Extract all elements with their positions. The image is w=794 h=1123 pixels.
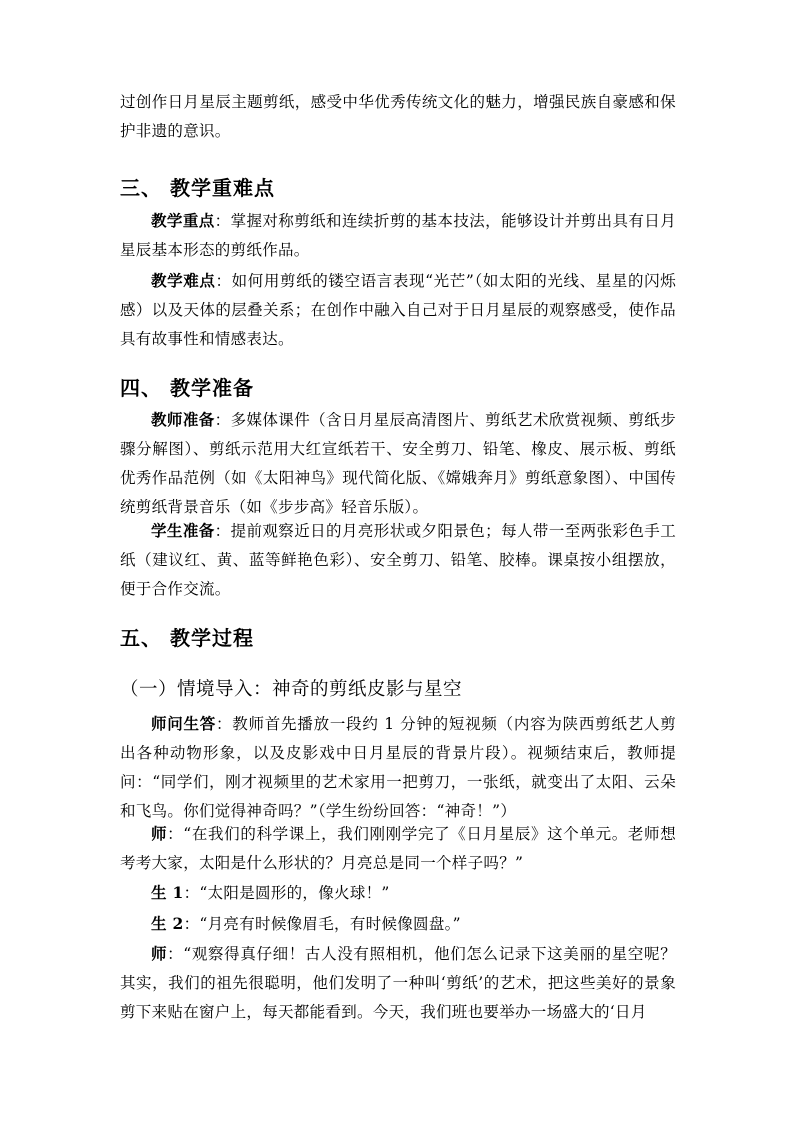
qa-paragraph: [120, 709, 676, 826]
student-prep-text: ：提前观察近日的月亮形状或夕阳景色；每人带一至两张彩色手工纸（建议红、黄、蓝等鲜艳色彩）、安全剪刀、铅笔、胶棒。课桌按小组摆放，便于合作交流。: [120, 522, 677, 598]
qa-label: 师问生答: [151, 714, 217, 733]
student-text-2: ：“月亮有时候像眉毛，有时候像圆盘。”: [183, 915, 461, 933]
teacher-prep-paragraph: [120, 405, 676, 522]
section-4-heading: 四、 教学准备: [120, 376, 254, 400]
difficulties-text: ：如何用剪纸的镂空语言表现“光芒”（如太阳的光线、星星的闪烁感）以及天体的层叠关系；在创作中融入自己对于日月星辰的观察感受，使作品具有故事性和情感表达。: [120, 272, 676, 348]
teacher-line-2: [120, 939, 676, 1027]
teacher-line-1: [120, 819, 676, 878]
student-line-1: [120, 878, 676, 908]
intro-continuation: 过创作日月星辰主题剪纸，感受中华优秀传统文化的魅力，增强民族自豪感和保护非遗的意识。: [120, 93, 676, 140]
section-3-heading: 三、 教学重难点: [120, 176, 275, 200]
section-5-heading: 五、 教学过程: [120, 626, 254, 650]
teacher-label-1: 师: [151, 824, 168, 843]
key-points-text: ：掌握对称剪纸和连续折剪的基本技法，能够设计并剪出具有日月星辰基本形态的剪纸作品。: [120, 212, 677, 259]
teacher-label-2: 师: [151, 944, 168, 963]
teacher-text-1: ：“在我们的科学课上，我们刚刚学完了《日月星辰》这个单元。老师想考考大家，太阳是什么形状的？月亮总是同一个样子吗？”: [120, 825, 676, 872]
student-label-2: 生 2: [151, 914, 184, 933]
teacher-text-2: ：“观察得真仔细！古人没有照相机，他们怎么记录下这美丽的星空呢？其实，我们的祖先很聪明，他们发明了一种叫‘剪纸’的艺术，把这些美好的景象剪下来贴在窗户上，每天都能看到。今天，我们班也要举办一场盛大的‘日月: [120, 945, 676, 1021]
subsection-1-heading: （一）情境导入：神奇的剪纸皮影与星空: [120, 679, 463, 700]
student-text-1: ：“太阳是圆形的，像火球！”: [183, 884, 390, 902]
student-label-1: 生 1: [151, 883, 184, 902]
teacher-prep-label: 教师准备: [151, 410, 215, 429]
key-points-paragraph: [120, 206, 676, 265]
student-line-2: [120, 909, 676, 939]
student-prep-paragraph: [120, 516, 676, 604]
qa-text: ：教师首先播放一段约 1 分钟的短视频（内容为陕西剪纸艺人剪出各种动物形象，以及皮影戏中日月星辰的背景片段）。视频结束后，教师提问：“同学们，刚才视频里的艺术家用一把剪刀，一张纸，就变出了太阳、云朵和飞鸟。你们觉得神奇吗？”（学生纷纷回答：“神奇！”）: [120, 715, 677, 820]
key-points-label: 教学重点: [151, 211, 215, 230]
difficulties-paragraph: [120, 266, 676, 354]
teacher-prep-text: ：多媒体课件（含日月星辰高清图片、剪纸艺术欣赏视频、剪纸步骤分解图）、剪纸示范用大红宣纸若干、安全剪刀、铅笔、橡皮、展示板、剪纸优秀作品范例（如《太阳神鸟》现代简化版、《嫦娥奔月》剪纸意象图）、中国传统剪纸背景音乐（如《步步高》轻音乐版）。: [120, 411, 677, 516]
difficulties-label: 教学难点: [151, 271, 216, 290]
student-prep-label: 学生准备: [151, 521, 215, 540]
